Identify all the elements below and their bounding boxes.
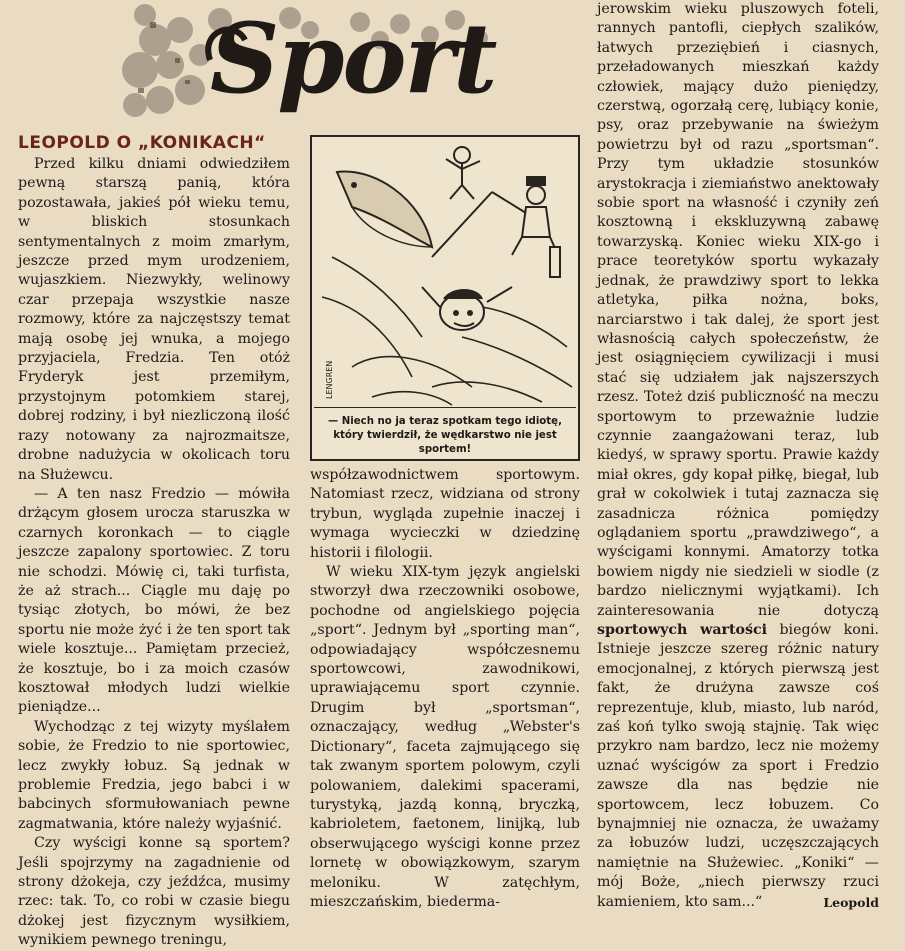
paragraph: Wychodząc z tej wizyty myślałem sobie, że Fredzio to nie sportowiec, lecz zwykły łobuz. Są jednak w problemie Fredzia, jego babci i w babcinych sformułowaniach pewne zagmatwania, które należy wyjaśnić. [18, 718, 290, 832]
sport-logo: Sport [210, 2, 496, 115]
emphasized-phrase: sportowych wartości [597, 622, 768, 638]
paragraph: współzawodnictwem sportowym. Natomiast rzecz, widziana od strony trybun, wygląda zupełnie inaczej i wymaga wycieczki w dziedzinę historii i filologii. [310, 467, 580, 561]
article-column-2 [310, 466, 580, 912]
paragraph: Czy wyścigi konne są sportem? Jeśli spojrzymy na zagadnienie od strony dżokeja, czy jeźdźca, musimy rzec: tak. To, co robi w czasie biegu dżokej jest fizycznym wysiłkiem, wynikiem pewnego treningu, [18, 835, 290, 949]
sport-masthead-illustration [60, 0, 590, 130]
paragraph: W wieku XIX-tym język angielski stworzył dwa rzeczowniki osobowe, pochodne od angielskiego pojęcia „sport“. Jednym był „sporting man“, odpowiadający współczesnemu sportowcowi, zawodnikowi, uprawiającemu sport czynnie. Drugim był „sportsman“, oznaczający, według „Webster's Dictionary“, faceta zajmującego się tak zwanym sportem polowym, czyli polowaniem, dalekimi spacerami, turystyką, jazdą konną, bryczką, kabrioletem, faetonem, linijką, lub obserwującego wyścigi konne przez lornetę w obowiązkowym, szarym meloniku. W zatęchłym, mieszczańskim, biederma- [310, 564, 580, 910]
swimmer [422, 287, 512, 330]
cartoon-caption: — Niech no ja teraz spotkam tego idiotę, który twierdził, że wędkarstwo nie jest sportem! [314, 407, 576, 457]
article-headline: LEOPOLD O „KONIKACH“ [18, 133, 266, 153]
flying-man [446, 147, 480, 199]
cartoon-drawing [312, 137, 578, 409]
paragraph: Przed kilku dniami odwiedziłem pewną starszą panią, która pozostawała, jakieś pół wieku temu, w bliskich stosunkach sentymentalnych z moim zmarłym, jeszcze przed mym urodzeniem, wujaszkiem. Niezwykły, welinowy czar przepaja wszystkie nasze rozmowy, które za najczęstszy temat mają osobę jej wnuka, a mojego przyjaciela, Fredzia. Ten otóż Fryderyk jest przemiłym, przystojnym potomkiem starej, dobrej rodziny, i był niezliczoną ilość razy notowany za najrozmaitsze, drobne nadużycia w okolicach toru na Służewcu. [18, 156, 290, 483]
paragraph-part: jerowskim wieku pluszowych foteli, rannych pantofli, ciepłych szalików, łatwych przeziębień i ciasnych, przeładowanych mieszkań każdy człowiek, mający dużo pieniędzy, czerstwą, ogorzałą cerę, lubiący konie, psy, oraz przebywanie na świeżym powietrzu był od razu „sportsman“. Przy tym układzie stosunków arystokracja i ziemiaństwo anektowały sobie sport na własność i czyniły zeń kosztowną i ekskluzywną zabawę towarzyską. Koniec wieku XIX-go i prace teoretyków sportu wykazały jednak, że prawdziwy sport to lekka atletyka, piłka nożna, boks, narciarstwo i tak dalej, że sport jest własnością całych społeczeństw, że jest osiągnięciem cywilizacji i musi stać się udziałem jak najszerszych rzesz. Toteż dziś publiczność na meczu sportowym to przeważnie ludzie czynnie zaangażowani teraz, lub kiedyś, w sprawy sportu. Prawie każdy miał okres, gdy kopał piłkę, biegał, lub grał w cokolwiek i tutaj zaznacza się zasadnicza różnica pomiędzy oglądaniem sportu „prawdziwego“, a wyścigami konnymi. Amatorzy totka bowiem nigdy nie siedzieli w siodle (z bardzo nielicznymi wyjątkami). Ich zainteresowania nie [597, 1, 879, 619]
author-byline: Leopold [823, 894, 879, 910]
cartoonist-signature: LENGREN [325, 360, 334, 399]
article-column-1 [18, 155, 290, 951]
cartoon [310, 135, 580, 461]
fisherman [432, 177, 558, 257]
paragraph-part: biegów koni. Istnieje jeszcze szereg różnic natury emocjonalnej, z których pierwszą jest fakt, że drużyna zawsze coś reprezentuje, klub, miasto, lub naród, zaś koń tylko swoją stajnię. Tak więc przykro nam bardzo, lecz nie możemy uznać wyścigów za sport i Fredzio zawsze dla nas będzie nie sportowcem, lecz łobuzem. Co bynajmniej nie oznacza, że uważamy za łobuzów ludzi, uczęszczających namiętnie na Służewiec. „Koniki“ — mój Boże, „niech pierwszy rzuci kamieniem, kto sam...“ [597, 622, 879, 910]
article-column-3 [597, 0, 879, 912]
paragraph-part: dotyczą [823, 602, 879, 619]
paragraph [597, 0, 879, 912]
paragraph: — A ten nasz Fredzio — mówiła drżącym głosem urocza staruszka w czarnych koronkach — to ciągle jeszcze zapalony sportowiec. Z toru nie schodzi. Mówię ci, taki turfista, że aż strach... Ciągle mu daję po tysiąc złotych, bo mówi, że bez sportu nie może żyć i że ten sport tak wiele kosztuje... Pamiętam przecież, że kosztuje, bo i za moich czasów kosztował młodych ludzi wielkie pieniądze... [18, 485, 290, 716]
